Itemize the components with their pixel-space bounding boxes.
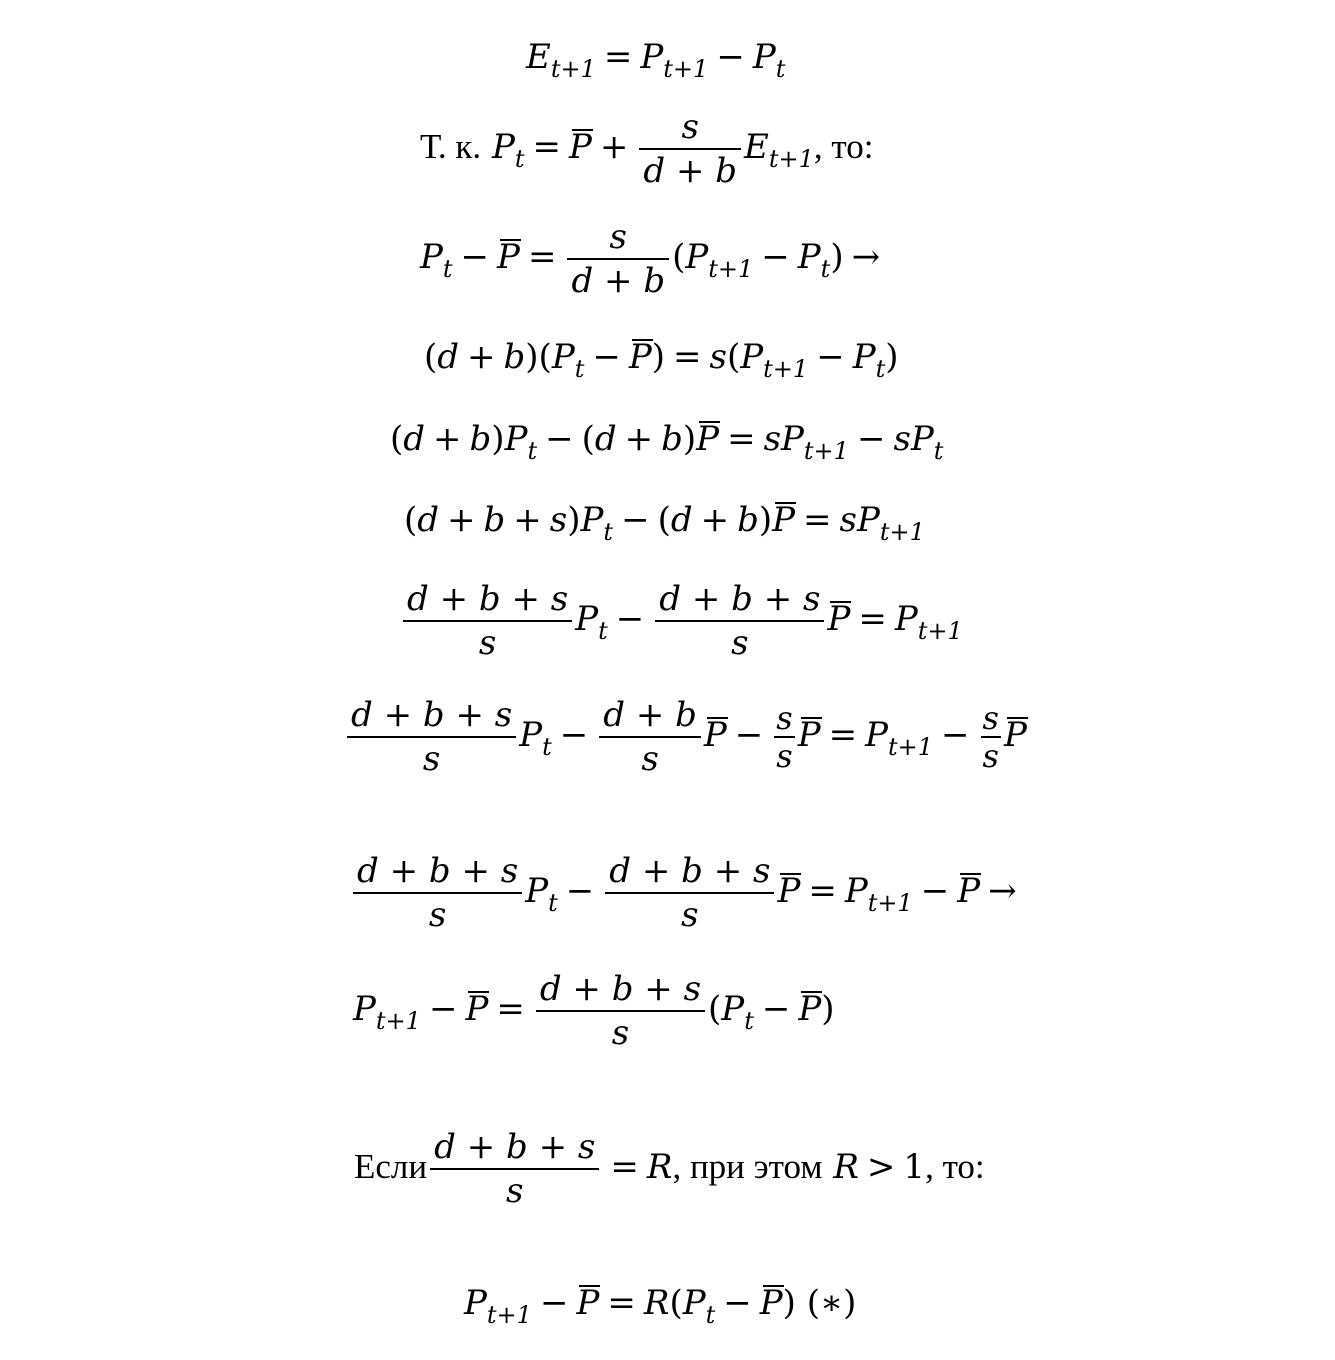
fraction: $\frac{s}{d + b}$ bbox=[567, 216, 669, 302]
fraction: $\frac{d + b + s}{s}$ bbox=[655, 578, 824, 664]
tk-text: Т. к. bbox=[420, 127, 482, 166]
fraction: $\frac{d + b + s}{s}$ bbox=[605, 850, 774, 936]
fraction: $\frac{d + b + s}{s}$ bbox=[353, 850, 522, 936]
fraction: $\frac{d + b + s}{s}$ bbox=[430, 1126, 599, 1212]
fraction: $\frac{d + b}{s}$ bbox=[599, 694, 701, 780]
fraction: $\frac{s}{s}$ bbox=[982, 699, 999, 775]
fraction: $\frac{d + b + s}{s}$ bbox=[347, 694, 516, 780]
to-text-2: , то: bbox=[925, 1147, 985, 1186]
pri-text: , при этом bbox=[672, 1147, 823, 1186]
star-label: (∗) bbox=[806, 1283, 857, 1323]
fraction: $\frac{d + b + s}{s}$ bbox=[403, 578, 572, 664]
esli-text: Если bbox=[354, 1147, 428, 1186]
fraction: $\frac{s}{d + b}$ bbox=[639, 106, 741, 192]
fraction: $\frac{d + b + s}{s}$ bbox=[536, 968, 705, 1054]
fraction: $\frac{s}{s}$ bbox=[776, 699, 793, 775]
to-text-1: , то: bbox=[813, 127, 874, 166]
